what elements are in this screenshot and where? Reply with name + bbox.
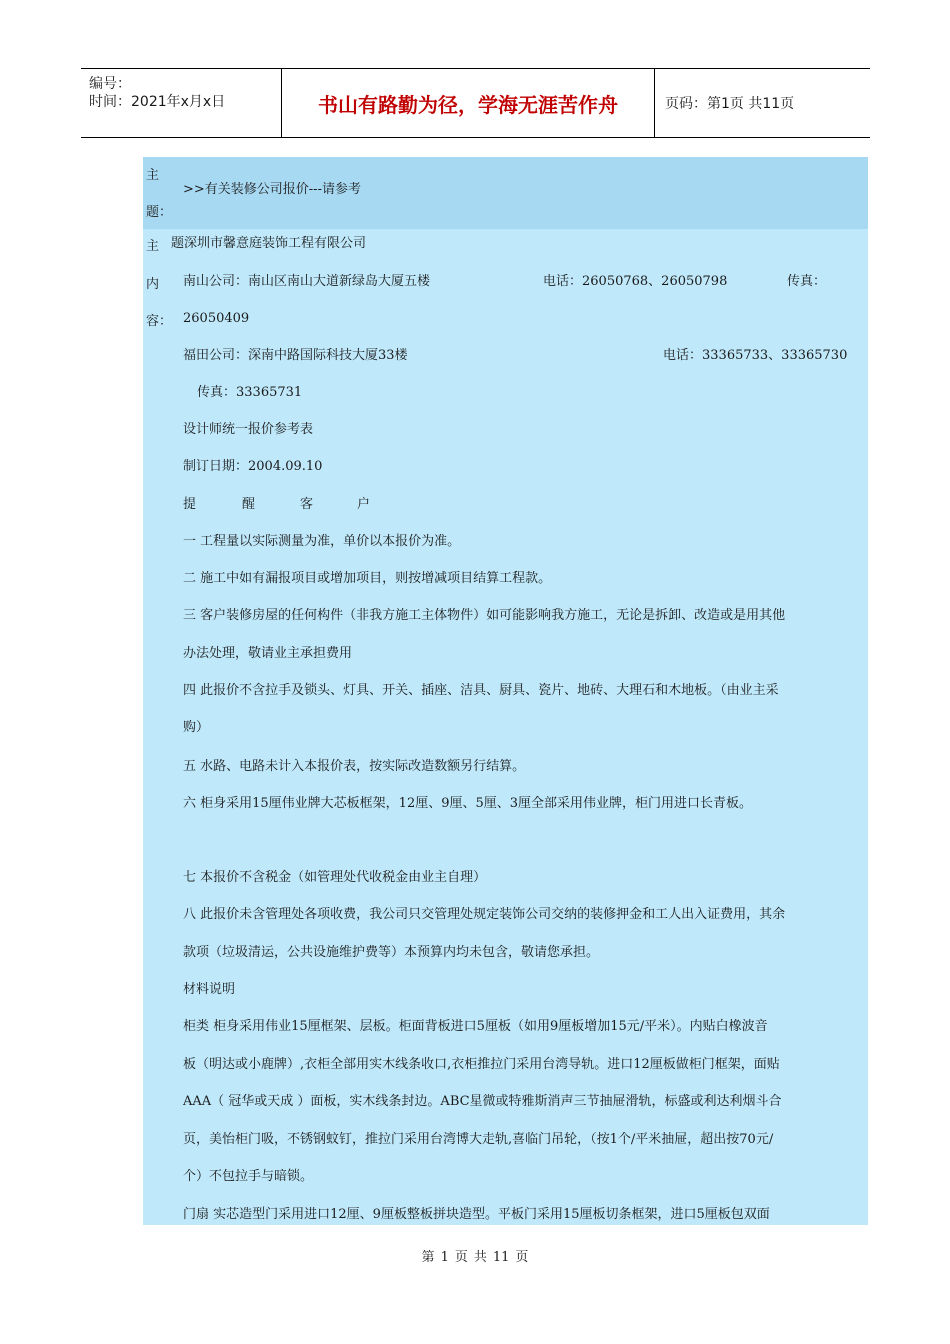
item-line: 四 此报价不含拉手及锁头、灯具、开关、插座、洁具、厨具、瓷片、地砖、大理石和木地板。（由业主采 <box>183 683 779 698</box>
company-name: 题深圳市馨意庭装饰工程有限公司 <box>171 236 367 251</box>
subject-label-2: 题： <box>146 205 173 220</box>
item-line: 五 水路、电路未计入本报价表，按实际改造数额另行结算。 <box>183 759 526 774</box>
time-label: 时间：2021年x月x日 <box>89 94 226 110</box>
motto: 书山有路勤为径，学海无涯苦作舟 <box>282 69 655 137</box>
footer-part: 页 <box>454 1250 468 1265</box>
item-line: 三 客户装修房屋的任何构件（非我方施工主体物件）如可能影响我方施工，无论是拆卸、改造或是用其他 <box>183 608 786 623</box>
cabinet-line: 个）不包拉手与暗锁。 <box>183 1169 314 1184</box>
page-footer <box>0 1246 950 1265</box>
item-line: 七 本报价不含税金（如管理处代收税金由业主自理） <box>183 870 487 885</box>
item-line: 办法处理，敬请业主承担费用 <box>183 646 353 661</box>
cabinet-line: 板（明达或小鹿牌）,衣柜全部用实木线条收口,衣柜推拉门采用台湾导轨。进口12厘板做柜门框架，面贴 <box>183 1057 780 1072</box>
nanshan-fax-label: 传真： <box>787 274 827 289</box>
footer-page-number: 1 <box>440 1250 449 1265</box>
cabinet-line: 页，美怡柜门吸，不锈钢蚊钉，推拉门采用台湾博大走轨,喜临门吊轮，（按1个/平米抽屉，超出按70元/ <box>183 1132 774 1147</box>
door-line: 门扇 实芯造型门采用进口12厘、9厘板整板拼块造型。平板门采用15厘板切条框架，进口5厘板包双面 <box>183 1207 770 1222</box>
nanshan-address: 南山公司：南山区南山大道新绿岛大厦五楼 <box>183 274 431 289</box>
footer-total-pages: 11 <box>492 1250 510 1265</box>
futian-phone: 电话：33365733、33365730 <box>663 348 848 363</box>
nanshan-fax: 26050409 <box>183 311 250 326</box>
subject-label-1: 主 <box>146 168 160 183</box>
cabinet-line: 柜类 柜身采用伟业15厘框架、层板。柜面背板进口5厘板（如用9厘板增加15元/平米）。内贴白橡波音 <box>183 1019 768 1034</box>
remind-char: 客 <box>300 497 314 512</box>
item-line: 一 工程量以实际测量为准，单价以本报价为准。 <box>183 534 461 549</box>
subject-text: >>有关装修公司报价---请参考 <box>183 182 361 197</box>
remind-char: 提 <box>183 497 197 512</box>
remind-char: 醒 <box>242 497 256 512</box>
footer-part: 页 <box>515 1250 529 1265</box>
item-line: 八 此报价未含管理处各项收费，我公司只交管理处规定装饰公司交纳的装修押金和工人出入证费用，其余 <box>183 907 786 922</box>
item-line: 二 施工中如有漏报项目或增加项目，则按增减项目结算工程款。 <box>183 571 552 586</box>
remind-char: 户 <box>357 497 371 512</box>
cabinet-line: AAA（ 冠华或天成 ）面板，实木线条封边。ABC星微或特雅斯消声三节抽屉滑轨，标盛或利达利烟斗合 <box>183 1094 782 1109</box>
nanshan-phone: 电话：26050768、26050798 <box>543 274 728 289</box>
content-label-zhu: 主 <box>146 239 160 254</box>
item-line: 购） <box>183 720 210 735</box>
page-info: 页码：第1页 共11页 <box>665 96 795 112</box>
futian-address: 福田公司：深南中路国际科技大厦33楼 <box>183 348 408 363</box>
code-label: 编号： <box>89 76 131 92</box>
content-label-rong: 容： <box>146 314 173 329</box>
item-line: 款项（垃圾清运，公共设施维护费等）本预算内均未包含，敬请您承担。 <box>183 945 600 960</box>
footer-part: 第 <box>421 1250 435 1265</box>
futian-fax: 传真：33365731 <box>197 385 303 400</box>
header-left-cell <box>81 69 282 137</box>
footer-part: 共 <box>473 1250 487 1265</box>
item-line: 六 柜身采用15厘伟业牌大芯板框架，12厘、9厘、5厘、3厘全部采用伟业牌，柜门用进口长青板。 <box>183 796 753 811</box>
document-header <box>81 68 870 138</box>
issue-date: 制订日期：2004.09.10 <box>183 459 323 474</box>
materials-title: 材料说明 <box>183 982 236 997</box>
table-title: 设计师统一报价参考表 <box>183 422 314 437</box>
content-label-nei: 内 <box>146 277 160 292</box>
